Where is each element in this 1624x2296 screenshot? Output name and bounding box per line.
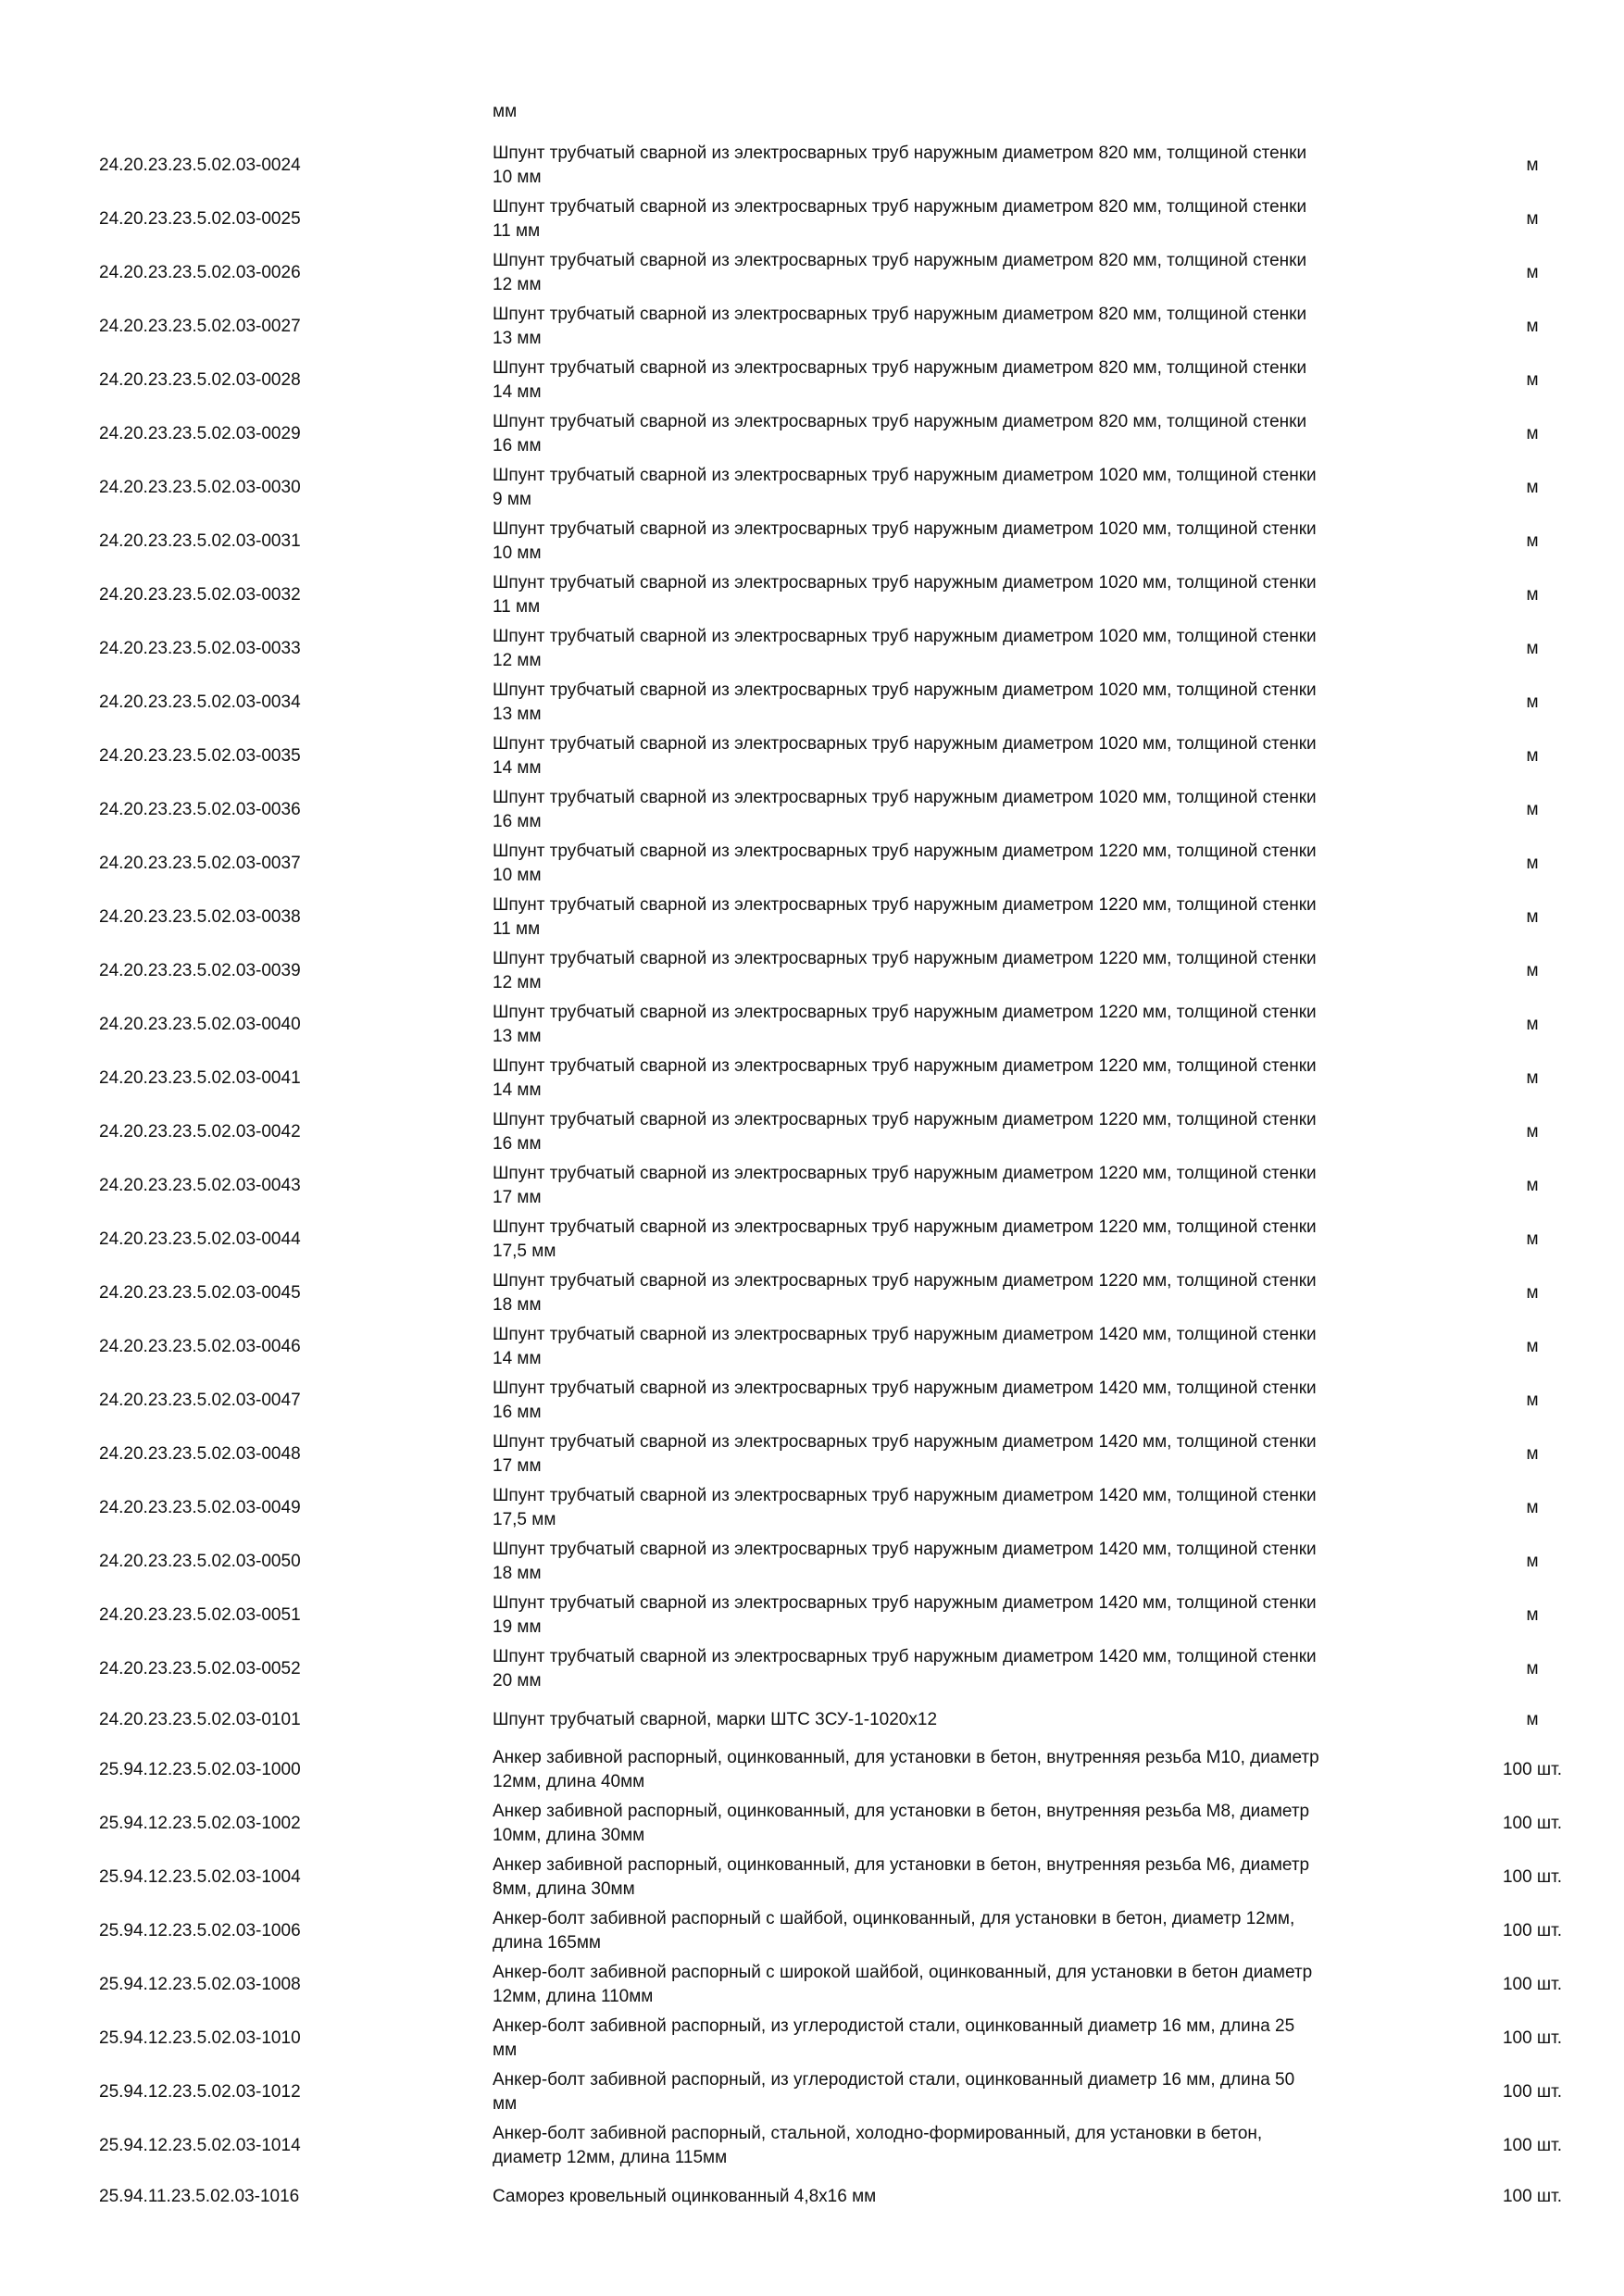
description-line-1: Шпунт трубчатый сварной из электросварных труб наружным диаметром 1220 мм, толщиной стенки	[493, 1110, 1317, 1129]
resource-code: 24.20.23.23.5.02.03-0025	[99, 209, 301, 229]
table-row	[0, 998, 1624, 1052]
description-line-2: 17 мм	[493, 1188, 542, 1207]
resource-description	[493, 998, 1455, 1052]
description-line-1: Шпунт трубчатый сварной из электросварных труб наружным диаметром 820 мм, толщиной стенки	[493, 412, 1307, 431]
unit-of-measure: м	[1526, 800, 1539, 819]
resource-code: 24.20.23.23.5.02.03-0039	[99, 961, 301, 980]
description-line-1: Шпунт трубчатый сварной из электросварных труб наружным диаметром 1220 мм, толщиной стенки	[493, 1164, 1317, 1183]
continuation-text: мм	[493, 102, 518, 121]
description-line-1: Шпунт трубчатый сварной из электросварных труб наружным диаметром 1020 мм, толщиной стенки	[493, 788, 1317, 807]
resource-description	[493, 1320, 1455, 1374]
table-row	[0, 354, 1624, 407]
table-row	[0, 1642, 1624, 1696]
unit-of-measure: м	[1526, 370, 1539, 390]
resource-description	[493, 891, 1455, 944]
unit-of-measure: м	[1526, 1659, 1539, 1678]
table-row	[0, 1267, 1624, 1320]
table-row	[0, 1743, 1624, 1797]
resource-description	[493, 1159, 1455, 1213]
resource-code: 25.94.12.23.5.02.03-1002	[99, 1814, 301, 1833]
description-line-1: Шпунт трубчатый сварной, марки ШТС 3СУ-1-1020х12	[493, 1709, 938, 1729]
resource-code: 24.20.23.23.5.02.03-0043	[99, 1176, 301, 1195]
description-line-1: Шпунт трубчатый сварной из электросварных труб наружным диаметром 1220 мм, толщиной стенки	[493, 842, 1317, 861]
table-row	[0, 1159, 1624, 1213]
resource-code: 25.94.12.23.5.02.03-1008	[99, 1975, 301, 1994]
resource-code: 24.20.23.23.5.02.03-0035	[99, 746, 301, 766]
resource-code: 24.20.23.23.5.02.03-0030	[99, 478, 301, 497]
unit-of-measure: 100 шт.	[1502, 1975, 1563, 1994]
resource-description	[493, 1642, 1455, 1696]
description-line-2: 9 мм	[493, 490, 531, 509]
description-line-1: Анкер-болт забивной распорный, из углеродистой стали, оцинкованный диаметр 16 мм, длина 50	[493, 2070, 1295, 2090]
resource-description	[493, 1904, 1455, 1958]
table-row	[0, 1213, 1624, 1267]
resource-description	[493, 1958, 1455, 2012]
description-line-2: 12 мм	[493, 275, 542, 294]
unit-of-measure: м	[1526, 1283, 1539, 1303]
unit-of-measure: м	[1526, 317, 1539, 336]
description-line-1: Шпунт трубчатый сварной из электросварных труб наружным диаметром 1020 мм, толщиной стенки	[493, 680, 1317, 700]
unit-of-measure: м	[1526, 263, 1539, 282]
unit-of-measure: м	[1526, 1015, 1539, 1034]
unit-of-measure: м	[1526, 1444, 1539, 1464]
resource-description	[493, 1428, 1455, 1481]
description-line-1: Шпунт трубчатый сварной из электросварных труб наружным диаметром 1220 мм, толщиной стенки	[493, 895, 1317, 915]
description-line-2: 18 мм	[493, 1564, 542, 1583]
description-line-1: Шпунт трубчатый сварной из электросварных труб наружным диаметром 1020 мм, толщиной стенки	[493, 573, 1317, 593]
table-row	[0, 246, 1624, 300]
description-line-1: Шпунт трубчатый сварной из электросварных труб наружным диаметром 1420 мм, толщиной стенки	[493, 1432, 1317, 1452]
resource-description	[493, 193, 1455, 246]
table-row	[0, 407, 1624, 461]
unit-of-measure: 100 шт.	[1502, 2186, 1563, 2206]
resource-description	[493, 300, 1455, 354]
description-line-1: Шпунт трубчатый сварной из электросварных труб наружным диаметром 820 мм, толщиной стенки	[493, 144, 1307, 163]
description-line-2: 13 мм	[493, 329, 542, 348]
resource-code: 25.94.12.23.5.02.03-1000	[99, 1760, 301, 1779]
table-row	[0, 568, 1624, 622]
unit-of-measure: 100 шт.	[1502, 2082, 1563, 2102]
resource-code: 24.20.23.23.5.02.03-0049	[99, 1498, 301, 1517]
resource-code: 24.20.23.23.5.02.03-0033	[99, 639, 301, 658]
resource-code: 24.20.23.23.5.02.03-0050	[99, 1552, 301, 1571]
resource-code: 25.94.12.23.5.02.03-1006	[99, 1921, 301, 1940]
unit-of-measure: м	[1526, 1391, 1539, 1410]
resource-description	[493, 1696, 1455, 1743]
description-line-2: 10мм, длина 30мм	[493, 1826, 645, 1845]
resource-description	[493, 1481, 1455, 1535]
description-line-1: Шпунт трубчатый сварной из электросварных труб наружным диаметром 820 мм, толщиной стенки	[493, 197, 1307, 217]
resource-code: 24.20.23.23.5.02.03-0032	[99, 585, 301, 605]
resource-description	[493, 1267, 1455, 1320]
resource-description	[493, 2065, 1455, 2119]
table-row	[0, 1052, 1624, 1105]
resource-description	[493, 622, 1455, 676]
unit-of-measure: м	[1526, 907, 1539, 927]
table-row	[0, 622, 1624, 676]
table-row	[0, 2119, 1624, 2173]
unit-of-measure: м	[1526, 1229, 1539, 1249]
resource-description	[493, 246, 1455, 300]
resource-description	[493, 944, 1455, 998]
unit-of-measure: м	[1526, 746, 1539, 766]
resource-code: 24.20.23.23.5.02.03-0048	[99, 1444, 301, 1464]
resource-code: 25.94.12.23.5.02.03-1010	[99, 2028, 301, 2048]
price-list-table	[0, 139, 1624, 2220]
description-line-2: 12мм, длина 110мм	[493, 1987, 654, 2006]
unit-of-measure: м	[1526, 1709, 1539, 1729]
unit-of-measure: м	[1526, 156, 1539, 175]
resource-description	[493, 461, 1455, 515]
unit-of-measure: 100 шт.	[1502, 1921, 1563, 1940]
description-line-2: 17,5 мм	[493, 1242, 556, 1261]
resource-description	[493, 354, 1455, 407]
table-row	[0, 1320, 1624, 1374]
description-line-1: Шпунт трубчатый сварной из электросварных труб наружным диаметром 1420 мм, толщиной стенки	[493, 1593, 1317, 1613]
resource-description	[493, 1105, 1455, 1159]
description-line-2: 10 мм	[493, 543, 542, 563]
resource-description	[493, 730, 1455, 783]
description-line-2: 17 мм	[493, 1456, 542, 1476]
description-line-2: 10 мм	[493, 168, 542, 187]
resource-description	[493, 2012, 1455, 2065]
table-row	[0, 676, 1624, 730]
description-line-1: Шпунт трубчатый сварной из электросварных труб наружным диаметром 1420 мм, толщиной стенки	[493, 1486, 1317, 1505]
resource-description	[493, 1743, 1455, 1797]
description-line-2: диаметр 12мм, длина 115мм	[493, 2148, 728, 2167]
table-row	[0, 891, 1624, 944]
resource-description	[493, 1374, 1455, 1428]
unit-of-measure: 100 шт.	[1502, 1760, 1563, 1779]
description-line-2: 12 мм	[493, 651, 542, 670]
description-line-2: 12мм, длина 40мм	[493, 1772, 645, 1791]
resource-code: 24.20.23.23.5.02.03-0031	[99, 531, 301, 551]
description-line-2: длина 165мм	[493, 1933, 601, 1953]
description-line-1: Шпунт трубчатый сварной из электросварных труб наружным диаметром 1220 мм, толщиной стенки	[493, 1271, 1317, 1291]
resource-code: 25.94.12.23.5.02.03-1014	[99, 2136, 301, 2155]
table-row	[0, 1105, 1624, 1159]
description-line-2: 16 мм	[493, 1403, 542, 1422]
description-line-1: Анкер-болт забивной распорный, из углеродистой стали, оцинкованный диаметр 16 мм, длина 25	[493, 2016, 1295, 2036]
description-line-2: 13 мм	[493, 705, 542, 724]
description-line-1: Шпунт трубчатый сварной из электросварных труб наружным диаметром 1020 мм, толщиной стенки	[493, 627, 1317, 646]
description-line-1: Анкер забивной распорный, оцинкованный, для установки в бетон, внутренняя резьба М8, диаметр	[493, 1802, 1310, 1821]
description-line-2: 20 мм	[493, 1671, 542, 1691]
resource-description	[493, 407, 1455, 461]
resource-code: 24.20.23.23.5.02.03-0036	[99, 800, 301, 819]
unit-of-measure: м	[1526, 209, 1539, 229]
description-line-1: Шпунт трубчатый сварной из электросварных труб наружным диаметром 1220 мм, толщиной стенки	[493, 1217, 1317, 1237]
resource-description	[493, 515, 1455, 568]
unit-of-measure: м	[1526, 424, 1539, 443]
resource-code: 25.94.12.23.5.02.03-1012	[99, 2082, 301, 2102]
table-row	[0, 1904, 1624, 1958]
table-row	[0, 515, 1624, 568]
description-line-2: 11 мм	[493, 597, 541, 617]
description-line-1: Шпунт трубчатый сварной из электросварных труб наружным диаметром 1020 мм, толщиной стенки	[493, 519, 1317, 539]
description-line-2: 12 мм	[493, 973, 542, 992]
description-line-1: Шпунт трубчатый сварной из электросварных труб наружным диаметром 1020 мм, толщиной стенки	[493, 734, 1317, 754]
table-row	[0, 139, 1624, 193]
description-line-1: Анкер-болт забивной распорный с широкой шайбой, оцинкованный, для установки в бетон диаметр	[493, 1963, 1313, 1982]
resource-code: 24.20.23.23.5.02.03-0051	[99, 1605, 301, 1625]
table-row	[0, 1428, 1624, 1481]
unit-of-measure: м	[1526, 531, 1539, 551]
description-line-2: 18 мм	[493, 1295, 542, 1315]
unit-of-measure: м	[1526, 1337, 1539, 1356]
description-line-1: Анкер-болт забивной распорный с шайбой, оцинкованный, для установки в бетон, диаметр 12мм,	[493, 1909, 1295, 1928]
table-row	[0, 193, 1624, 246]
resource-description	[493, 1589, 1455, 1642]
resource-code: 24.20.23.23.5.02.03-0034	[99, 693, 301, 712]
resource-description	[493, 2119, 1455, 2173]
resource-code: 25.94.12.23.5.02.03-1004	[99, 1867, 301, 1887]
table-row	[0, 730, 1624, 783]
description-line-2: 17,5 мм	[493, 1510, 556, 1529]
description-line-1: Шпунт трубчатый сварной из электросварных труб наружным диаметром 1020 мм, толщиной стенки	[493, 466, 1317, 485]
resource-code: 24.20.23.23.5.02.03-0047	[99, 1391, 301, 1410]
description-line-1: Анкер забивной распорный, оцинкованный, для установки в бетон, внутренняя резьба М10, диаметр	[493, 1748, 1319, 1767]
description-line-1: Шпунт трубчатый сварной из электросварных труб наружным диаметром 820 мм, толщиной стенки	[493, 305, 1307, 324]
unit-of-measure: 100 шт.	[1502, 2028, 1563, 2048]
description-line-2: 14 мм	[493, 382, 542, 402]
description-line-1: Шпунт трубчатый сварной из электросварных труб наружным диаметром 1220 мм, толщиной стенки	[493, 949, 1317, 968]
unit-of-measure: м	[1526, 478, 1539, 497]
resource-description	[493, 1052, 1455, 1105]
resource-description	[493, 783, 1455, 837]
table-row	[0, 944, 1624, 998]
table-row	[0, 2065, 1624, 2119]
table-row	[0, 1589, 1624, 1642]
description-line-1: Шпунт трубчатый сварной из электросварных труб наружным диаметром 820 мм, толщиной стенки	[493, 251, 1307, 270]
resource-description	[493, 1797, 1455, 1851]
resource-code: 24.20.23.23.5.02.03-0024	[99, 156, 301, 175]
table-row	[0, 1481, 1624, 1535]
table-row	[0, 1696, 1624, 1743]
description-line-2: 13 мм	[493, 1027, 542, 1046]
resource-code: 24.20.23.23.5.02.03-0101	[99, 1709, 301, 1729]
table-row	[0, 1797, 1624, 1851]
unit-of-measure: 100 шт.	[1502, 1814, 1563, 1833]
description-line-2: 8мм, длина 30мм	[493, 1879, 635, 1899]
unit-of-measure: м	[1526, 585, 1539, 605]
table-row	[0, 1851, 1624, 1904]
description-line-2: 16 мм	[493, 1134, 542, 1154]
description-line-2: 19 мм	[493, 1617, 542, 1637]
description-line-2: 11 мм	[493, 919, 541, 939]
description-line-2: 16 мм	[493, 436, 542, 455]
resource-description	[493, 837, 1455, 891]
unit-of-measure: 100 шт.	[1502, 2136, 1563, 2155]
description-line-1: Шпунт трубчатый сварной из электросварных труб наружным диаметром 820 мм, толщиной стенки	[493, 358, 1307, 378]
description-line-1: Шпунт трубчатый сварной из электросварных труб наружным диаметром 1420 мм, толщиной стенки	[493, 1647, 1317, 1666]
description-line-1: Саморез кровельный оцинкованный 4,8х16 мм	[493, 2186, 877, 2206]
unit-of-measure: м	[1526, 639, 1539, 658]
description-line-1: Шпунт трубчатый сварной из электросварных труб наружным диаметром 1420 мм, толщиной стенки	[493, 1325, 1317, 1344]
description-line-2: 16 мм	[493, 812, 542, 831]
unit-of-measure: м	[1526, 693, 1539, 712]
unit-of-measure: м	[1526, 854, 1539, 873]
resource-code: 24.20.23.23.5.02.03-0026	[99, 263, 301, 282]
resource-code: 24.20.23.23.5.02.03-0038	[99, 907, 301, 927]
unit-of-measure: м	[1526, 1552, 1539, 1571]
resource-code: 24.20.23.23.5.02.03-0044	[99, 1229, 301, 1249]
table-row	[0, 1374, 1624, 1428]
unit-of-measure: 100 шт.	[1502, 1867, 1563, 1887]
resource-description	[493, 139, 1455, 193]
resource-code: 24.20.23.23.5.02.03-0042	[99, 1122, 301, 1142]
resource-description	[493, 676, 1455, 730]
resource-description	[493, 1851, 1455, 1904]
table-row	[0, 461, 1624, 515]
description-line-1: Шпунт трубчатый сварной из электросварных труб наружным диаметром 1420 мм, толщиной стенки	[493, 1379, 1317, 1398]
resource-code: 24.20.23.23.5.02.03-0052	[99, 1659, 301, 1678]
resource-code: 25.94.11.23.5.02.03-1016	[99, 2186, 300, 2206]
resource-code: 24.20.23.23.5.02.03-0037	[99, 854, 301, 873]
table-row	[0, 783, 1624, 837]
table-row	[0, 2012, 1624, 2065]
table-row	[0, 300, 1624, 354]
resource-code: 24.20.23.23.5.02.03-0040	[99, 1015, 301, 1034]
table-row	[0, 2173, 1624, 2220]
description-line-2: 10 мм	[493, 866, 542, 885]
description-line-1: Анкер забивной распорный, оцинкованный, для установки в бетон, внутренняя резьба М6, диаметр	[493, 1855, 1310, 1875]
resource-code: 24.20.23.23.5.02.03-0041	[99, 1068, 301, 1088]
unit-of-measure: м	[1526, 1605, 1539, 1625]
resource-code: 24.20.23.23.5.02.03-0029	[99, 424, 301, 443]
description-line-1: Анкер-болт забивной распорный, стальной, холодно-формированный, для установки в бетон,	[493, 2124, 1263, 2143]
unit-of-measure: м	[1526, 961, 1539, 980]
description-line-1: Шпунт трубчатый сварной из электросварных труб наружным диаметром 1420 мм, толщиной стенки	[493, 1540, 1317, 1559]
resource-code: 24.20.23.23.5.02.03-0046	[99, 1337, 301, 1356]
description-line-1: Шпунт трубчатый сварной из электросварных труб наружным диаметром 1220 мм, толщиной стенки	[493, 1056, 1317, 1076]
resource-description	[493, 2173, 1455, 2220]
resource-description	[493, 568, 1455, 622]
unit-of-measure: м	[1526, 1498, 1539, 1517]
description-line-2: 14 мм	[493, 1349, 542, 1368]
resource-code: 24.20.23.23.5.02.03-0028	[99, 370, 301, 390]
description-line-2: 11 мм	[493, 221, 541, 241]
resource-description	[493, 1535, 1455, 1589]
table-row	[0, 1958, 1624, 2012]
description-line-2: мм	[493, 2040, 518, 2060]
unit-of-measure: м	[1526, 1176, 1539, 1195]
description-line-1: Шпунт трубчатый сварной из электросварных труб наружным диаметром 1220 мм, толщиной стенки	[493, 1003, 1317, 1022]
description-line-2: мм	[493, 2094, 518, 2114]
table-row	[0, 1535, 1624, 1589]
resource-code: 24.20.23.23.5.02.03-0045	[99, 1283, 301, 1303]
resource-code: 24.20.23.23.5.02.03-0027	[99, 317, 301, 336]
unit-of-measure: м	[1526, 1122, 1539, 1142]
table-row	[0, 837, 1624, 891]
unit-of-measure: м	[1526, 1068, 1539, 1088]
description-line-2: 14 мм	[493, 758, 542, 778]
resource-description	[493, 1213, 1455, 1267]
description-line-2: 14 мм	[493, 1080, 542, 1100]
